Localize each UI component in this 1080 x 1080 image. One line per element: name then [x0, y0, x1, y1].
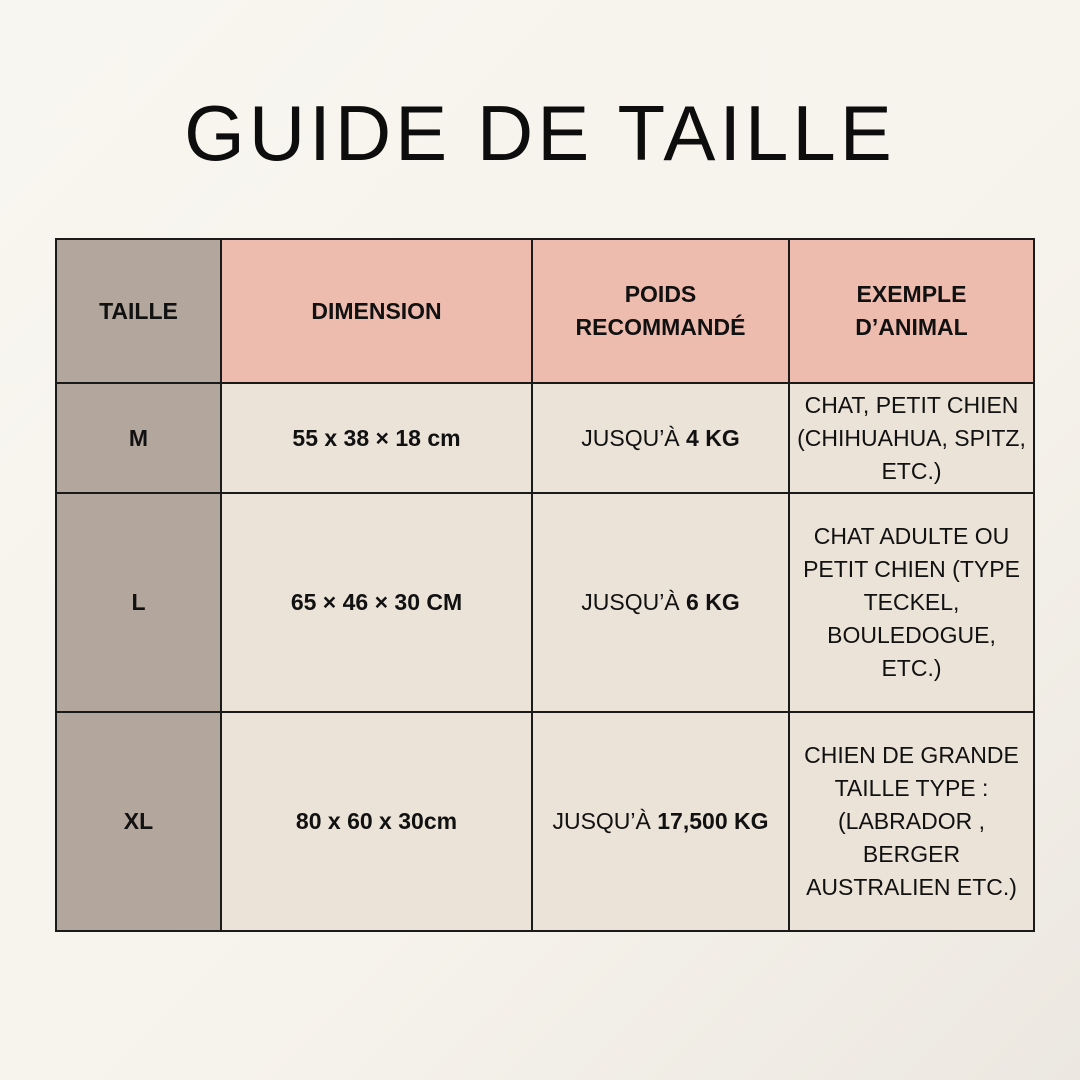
dimension-cell: 65 × 46 × 30 CM: [221, 493, 532, 712]
header-poids: POIDS RECOMMANDÉ: [532, 239, 789, 383]
table-row: [56, 493, 1034, 712]
weight-prefix: JUSQU’À: [552, 808, 651, 834]
weight-value: 4 KG: [686, 424, 740, 451]
weight-value: 17,500 KG: [657, 808, 769, 834]
example-cell: CHIEN DE GRANDE TAILLE TYPE : (LABRADOR , BERGER AUSTRALIEN ETC.): [789, 712, 1034, 931]
table-row: [56, 712, 1034, 931]
example-cell: CHAT ADULTE OU PETIT CHIEN (TYPE TECKEL, BOULEDOGUE, ETC.): [789, 493, 1034, 712]
weight-value: 6 KG: [686, 589, 740, 615]
weight-prefix: JUSQU’À: [581, 424, 680, 451]
page-title: GUIDE DE TAILLE: [184, 89, 896, 177]
size-cell: M: [56, 383, 221, 493]
size-cell: XL: [56, 712, 221, 931]
table-header-row: [56, 239, 1034, 383]
size-guide-table: [55, 238, 1035, 932]
header-dimension: DIMENSION: [221, 239, 532, 383]
header-exemple: EXEMPLE D’ANIMAL: [789, 239, 1034, 383]
weight-cell: [532, 493, 789, 712]
table-row: [56, 383, 1034, 493]
weight-prefix: JUSQU’À: [581, 589, 680, 615]
example-cell: CHAT, PETIT CHIEN (CHIHUAHUA, SPITZ, ETC.): [789, 383, 1034, 493]
size-cell: L: [56, 493, 221, 712]
header-taille: TAILLE: [56, 239, 221, 383]
weight-cell: [532, 383, 789, 493]
dimension-cell: 80 x 60 x 30cm: [221, 712, 532, 931]
dimension-cell: 55 x 38 × 18 cm: [221, 383, 532, 493]
weight-cell: [532, 712, 789, 931]
